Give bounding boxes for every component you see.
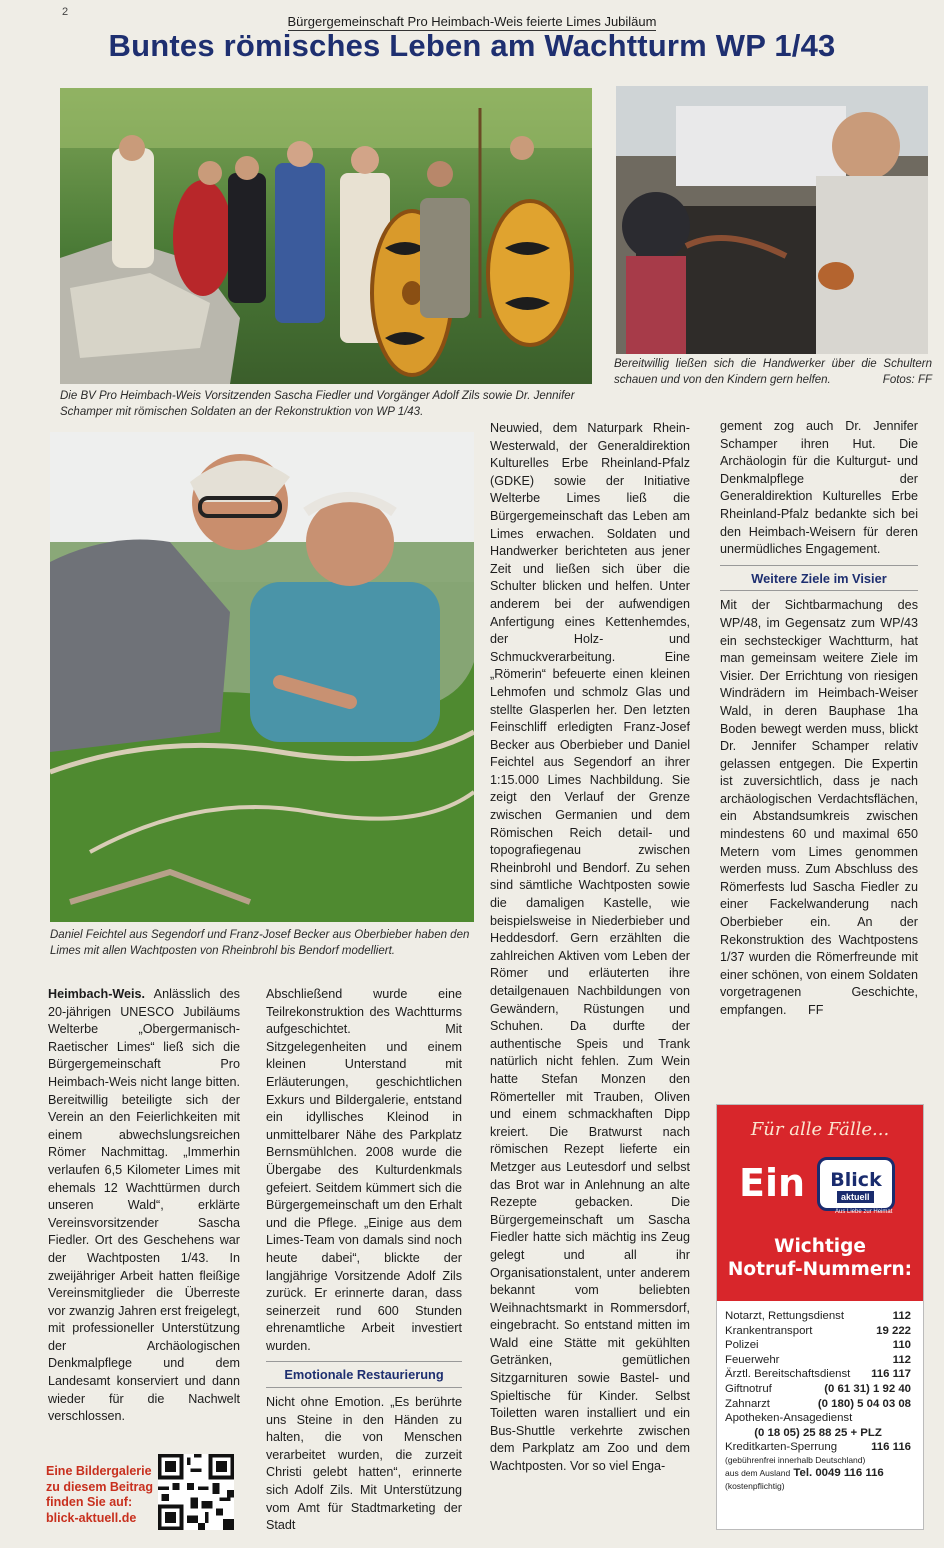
article-column-1 xyxy=(48,986,240,1446)
qr-code[interactable] xyxy=(158,1454,234,1530)
caption-model-photo: Daniel Feichtel aus Segendorf und Franz-Josef Becker aus Oberbieber haben den Limes mit allen Wachtposten von Rheinbrohl bis Bendorf modelliert. xyxy=(50,929,470,957)
logo-ein: Ein xyxy=(739,1161,806,1205)
promo-line-2: zu diesem Beitrag xyxy=(46,1479,153,1494)
article-column-2 xyxy=(266,986,462,1538)
dateline: Heimbach-Weis. xyxy=(48,987,146,1001)
entry-number: 112 xyxy=(892,1353,911,1366)
kicker-text: Bürgergemeinschaft Pro Heimbach-Weis feierte Limes Jubiläum xyxy=(287,14,657,29)
apotheke-label: Apotheken-Ansagedienst xyxy=(725,1412,853,1425)
article-text-col3: Neuwied, dem Naturpark Rhein-Westerwald, der Generaldirektion Kulturelles Erbe Rheinland-Pfalz (GDKE) sowie der Initiative Welterbe Limes ließ die Bürgergemeinschaft das Leben am Limes erwachen. Soldaten und Handwerker berichteten aus jener Zeit und ließen sich über die Schulter blicken und helfen. Unter anderem bei der aufwendigen Anfertigung eines Kettenhemdes, der Holz- und Schmuckverarbeitung. Eine „Römerin“ befeuerte einen kleinen Lehmofen und schmolz Glas und stellte Glasperlen her. Den letzten Feinschliff erledigten Franz-Josef Becker aus Oberbieber und Daniel Feichtel aus Segendorf an ihrer 1:15.000 Limes Nachbildung. Sie zeigt den Verlauf der Grenze zwischen Germanien und dem Römischen Reich detail- und topografiegenau zwischen Rheinbrohl und Bendorf. Zu sehen sind sämtliche Wachtposten sowie die damaligen Kastelle, wie beispielsweise in Niederbieber und Heddesdorf. Gern erzählten die zahlreichen Aktiven vom Leben der Römer und erläuterten ihre detailgenauen Nachbildungen von Gewändern, Rüstungen und Schuhen. Da durfte der authentische Speis und Trank natürlich nicht fehlen. Zum Wein hatte Stefan Monzen den Römerteller mit Trauben, Oliven und einem schmackhaften Dipp kreiert. Die Bratwurst nach römischen Rezept lieferte ein Metzger aus Leutesdorf und selbst das Brot war in Anlehnung an alte Rezepte gebacken. Die Bürgergemeinschaft um Sascha Fiedler hatte sich mächtig ins Zeug gelegt und all ihr Organisationstalent, unter anderem bekannt vom beliebten Weihnachtsmarkt in Rommersdorf, eingebracht. So entstand mitten im Wald eine Stätte mit gekühlten Getränken, gemütlichen Sitzgarnituren sowie Bastel- und Spieltische für Kinder. Selbst Toiletten waren installiert und ein Bus-Shuttle verkehrte zwischen dem Parkplatz am Zoo und dem Wachtposten. Vor so viel Enga- xyxy=(490,421,690,1474)
kredit-note: (gebührenfrei innerhalb Deutschland) xyxy=(725,1454,866,1465)
model-photo xyxy=(50,432,474,922)
entry-label: Zahnarzt xyxy=(725,1397,770,1410)
entry-label: Giftnotruf xyxy=(725,1382,772,1395)
headline: Buntes römisches Leben am Wachtturm WP 1/43 xyxy=(108,28,836,63)
ad-entry xyxy=(725,1309,911,1324)
article-column-4 xyxy=(720,418,918,1094)
entry-number: 19 222 xyxy=(876,1324,911,1337)
promo-line-3: finden Sie auf: xyxy=(46,1495,133,1509)
entry-number: 116 117 xyxy=(871,1368,911,1381)
ad-entry xyxy=(725,1353,911,1368)
caption-group-photo: Die BV Pro Heimbach-Weis Vorsitzenden Sascha Fiedler und Vorgänger Adolf Zils sowie Dr. Jennifer Schamper mit römischen Soldaten an der Rekonstruktion von WP 1/43. xyxy=(60,390,575,418)
ad-entry xyxy=(725,1382,911,1397)
apotheke-number: (0 18 05) 25 88 25 + PLZ xyxy=(754,1426,882,1439)
entry-label: Polizei xyxy=(725,1339,759,1352)
photo-credit: Fotos: FF xyxy=(882,374,932,386)
article-text-col2b: Nicht ohne Emotion. „Es berührte uns Steine in den Händen zu halten, die von Menschen verarbeitet wurden, die zurzeit Christi gelebt hatten“, erinnerte sich Adolf Zils. Mit Unterstützung vom Amt für Stadtmarketing der Stadt xyxy=(266,1395,462,1533)
emergency-numbers-ad xyxy=(716,1104,924,1530)
ausland-label: aus dem Ausland xyxy=(725,1467,791,1478)
blick-aktuell-logo xyxy=(739,1151,909,1223)
entry-number: 110 xyxy=(892,1339,911,1352)
entry-number: (0 180) 5 04 03 08 xyxy=(817,1397,911,1410)
ad-heading-line-1: Wichtige xyxy=(774,1236,866,1257)
subhead-weitere-ziele: Weitere Ziele im Visier xyxy=(720,565,918,592)
entry-label: Feuerwehr xyxy=(725,1353,780,1366)
article-text-col1: Anlässlich des 20-jährigen UNESCO Jubiläums Welterbe „Obergermanisch-Raetischer Limes“ ließ sich die Bürgergemeinschaft Pro Heimbach-Weis nicht lange bitten. Bereitwillig beteiligte sich der Verein an den Feierlichkeiten mit einem abwechslungsreichen Römer Nachmittag. „Immerhin verlaufen 6,5 Kilometer Limes mit ehemals 12 Wachttürmen durch unseren Wald“, erklärte Vereinsvorsitzender Sascha Fiedler. Ort des Geschehens war der Wachtposten 1/43. In zweijähriger Arbeit hatten fleißige Vereinsmitglieder die Überreste vor zwanzig Jahren erst freigelegt, mit professioneller Unterstützung der Archäologischen Denkmalpflege und dem Landesamt konserviert und dann wieder für die Nachwelt verschlossen. xyxy=(48,987,240,1424)
promo-line-1: Eine Bildergalerie xyxy=(46,1464,152,1478)
promo-link[interactable]: blick-aktuell.de xyxy=(46,1510,137,1525)
caption-craft-photo xyxy=(614,356,932,388)
article-column-3 xyxy=(490,420,690,1538)
kicker xyxy=(0,14,944,29)
logo-slogan: Aus Liebe zur Heimat xyxy=(835,1209,893,1215)
ad-header xyxy=(717,1105,923,1301)
kredit-number: 116 116 xyxy=(871,1441,911,1454)
ad-heading xyxy=(717,1235,923,1281)
page-number: 2 xyxy=(62,6,69,18)
ad-entry xyxy=(725,1324,911,1339)
entry-label: Ärztl. Bereitschaftsdienst xyxy=(725,1368,851,1381)
ausland-note: (kostenpflichtig) xyxy=(725,1480,785,1491)
article-text-col4b: Mit der Sichtbarmachung des WP/48, im Gegensatz zum WP/43 ein sechsteckiger Wachtturm, hat man gemeinsam weitere Ziele im Visier. Der Errichtung von riesigen Windrädern im Heimbach-Weiser Wald, in deren Bauphase 1ha Boden bewegt werden muss, blickt Dr. Jennifer Schamper relativ gelassen entgegen. Die Expertin ist zuversichtlich, dass je nach archäologischen Verdachtsflächen, ein Abstandsumkreis zwischen mindestens 60 und maximal 650 Metern vom Limes genommen werden muss. Zum Abschluss des Römerfests lud Sascha Fiedler zu einer Fackelwanderung nach Oberbieber ein. An der Rekonstruktion des Wachtpostens 1/37 wurden die Römerfreunde mit einer schönen, von einem Soldaten vorgetragenen Geschichte, empfangen. xyxy=(720,598,918,1017)
article-text-col4a: gement zog auch Dr. Jennifer Schamper ihren Hut. Die Archäologin für die Kulturgut- und Denkmalpflege der Generaldirektion Kulturelles Erbe Rheinland-Pfalz bedankte sich bei den Heimbach-Weisern für deren unermüdliches Engagement. xyxy=(720,419,918,557)
ausland-number: Tel. 0049 116 116 xyxy=(793,1466,884,1479)
entry-label: Notarzt, Rettungsdienst xyxy=(725,1310,845,1322)
logo-blick: Blick xyxy=(817,1157,895,1211)
ad-entry xyxy=(725,1440,911,1455)
entry-number: (0 61 31) 1 92 40 xyxy=(824,1382,911,1395)
logo-aktuell: aktuell xyxy=(837,1191,874,1203)
caption-craft-text: Bereitwillig ließen sich die Handwerker über die Schultern schauen und von den Kindern gern helfen. xyxy=(614,358,932,386)
entry-label: Krankentransport xyxy=(725,1324,813,1337)
ad-heading-line-2: Notruf-Nummern: xyxy=(727,1259,913,1280)
ad-entry xyxy=(725,1338,911,1353)
entry-number: 112 xyxy=(892,1310,911,1322)
gallery-promo xyxy=(46,1464,161,1526)
ad-entry xyxy=(725,1367,911,1382)
kredit-label: Kreditkarten-Sperrung xyxy=(725,1441,838,1454)
ad-tagline: Für alle Fälle... xyxy=(750,1119,890,1140)
ad-number-list xyxy=(717,1301,923,1498)
ad-entry xyxy=(725,1397,911,1412)
article-text-col2a: Abschließend wurde eine Teilrekonstruktion des Wachtturms aufgeschichtet. Mit Sitzgelegenheiten und einem kleinen Unterstand mit Erläuterungen, geschichtlichen Exkurs und Bildergalerie, entstand ein idyllisches Kleinod in unmittelbarer Nähe des Parkplatz Bernsmühlchen. 2008 wurde die Übergabe des Kulturdenkmals gefeiert. Seitdem kümmert sich die Bürgergemeinschaft um den Erhalt und die Pflege. „Einige aus dem Limes-Team von damals sind noch heute dabei“, blickte der langjährige Vorsitzende Adolf Zils zurück. Er erinnerte daran, dass seinerzeit rund 600 Stunden ehrenamtliche Arbeit investiert wurden. xyxy=(266,987,462,1353)
subhead-emotionale-restaurierung: Emotionale Restaurierung xyxy=(266,1361,462,1388)
author: FF xyxy=(808,1003,824,1017)
craft-photo xyxy=(616,86,928,354)
group-photo xyxy=(60,88,592,384)
